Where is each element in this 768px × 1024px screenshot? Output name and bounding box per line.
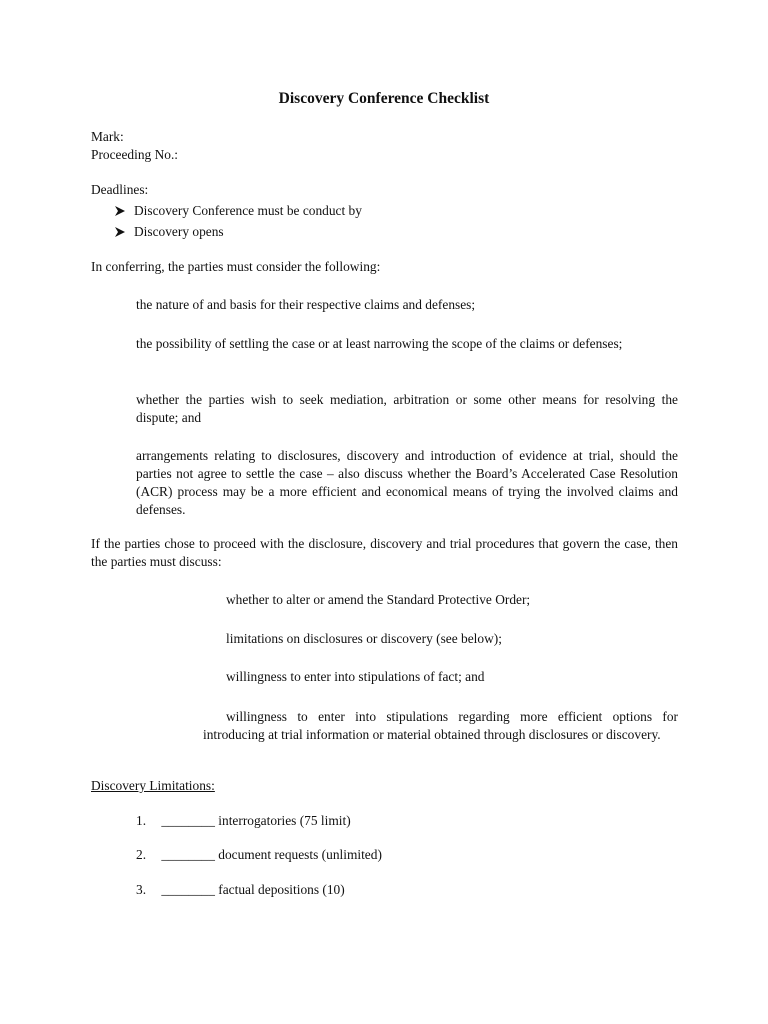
limitation-text: interrogatories (75 limit)	[218, 813, 351, 828]
arrow-bullet-icon	[114, 226, 126, 238]
procedure-item: willingness to enter into stipulations of fact; and	[226, 669, 485, 684]
limitation-item	[136, 881, 345, 899]
deadlines-label: Deadlines:	[91, 182, 149, 197]
limitation-blank: ________	[161, 847, 215, 862]
conferring-item: whether the parties wish to seek mediation, arbitration or some other means for resolving the dispute; and	[136, 392, 678, 425]
procedures-intro: If the parties chose to proceed with the disclosure, discovery and trial procedures that govern the case, then the parties must discuss:	[91, 536, 678, 569]
limitation-item	[136, 812, 351, 830]
proceeding-label: Proceeding No.:	[91, 147, 179, 162]
limitation-number: 3.	[136, 882, 147, 897]
limitation-number: 1.	[136, 813, 147, 828]
limitation-text: document requests (unlimited)	[218, 847, 382, 862]
limitation-blank: ________	[161, 813, 215, 828]
page-title: Discovery Conference Checklist	[278, 90, 490, 107]
procedure-item: willingness to enter into stipulations regarding more efficient options for introducing at trial information or material obtained through disclosures or discovery.	[203, 709, 678, 742]
mark-label: Mark:	[91, 129, 124, 144]
conferring-item: the possibility of settling the case or at least narrowing the scope of the claims or defenses;	[136, 336, 623, 351]
limitation-item	[136, 846, 382, 864]
deadline-item-text: Discovery opens	[134, 224, 224, 239]
deadline-item	[114, 202, 362, 220]
arrow-bullet-icon	[114, 205, 126, 217]
deadline-item-text: Discovery Conference must be conduct by	[134, 203, 362, 218]
limitation-blank: ________	[161, 882, 215, 897]
conferring-intro: In conferring, the parties must consider the following:	[91, 259, 381, 274]
limitation-text: factual depositions (10)	[218, 882, 345, 897]
procedure-item: limitations on disclosures or discovery (see below);	[226, 631, 502, 646]
procedure-item: whether to alter or amend the Standard Protective Order;	[226, 592, 531, 607]
limitation-number: 2.	[136, 847, 147, 862]
conferring-item: arrangements relating to disclosures, discovery and introduction of evidence at trial, should the parties not agree to settle the case – also discuss whether the Board’s Accelerated Case Resolution (ACR) process may be a more efficient and economical means of trying the involved claims and defenses.	[136, 448, 678, 517]
deadline-item	[114, 223, 224, 241]
limitations-heading: Discovery Limitations:	[91, 778, 215, 793]
conferring-item: the nature of and basis for their respective claims and defenses;	[136, 297, 476, 312]
